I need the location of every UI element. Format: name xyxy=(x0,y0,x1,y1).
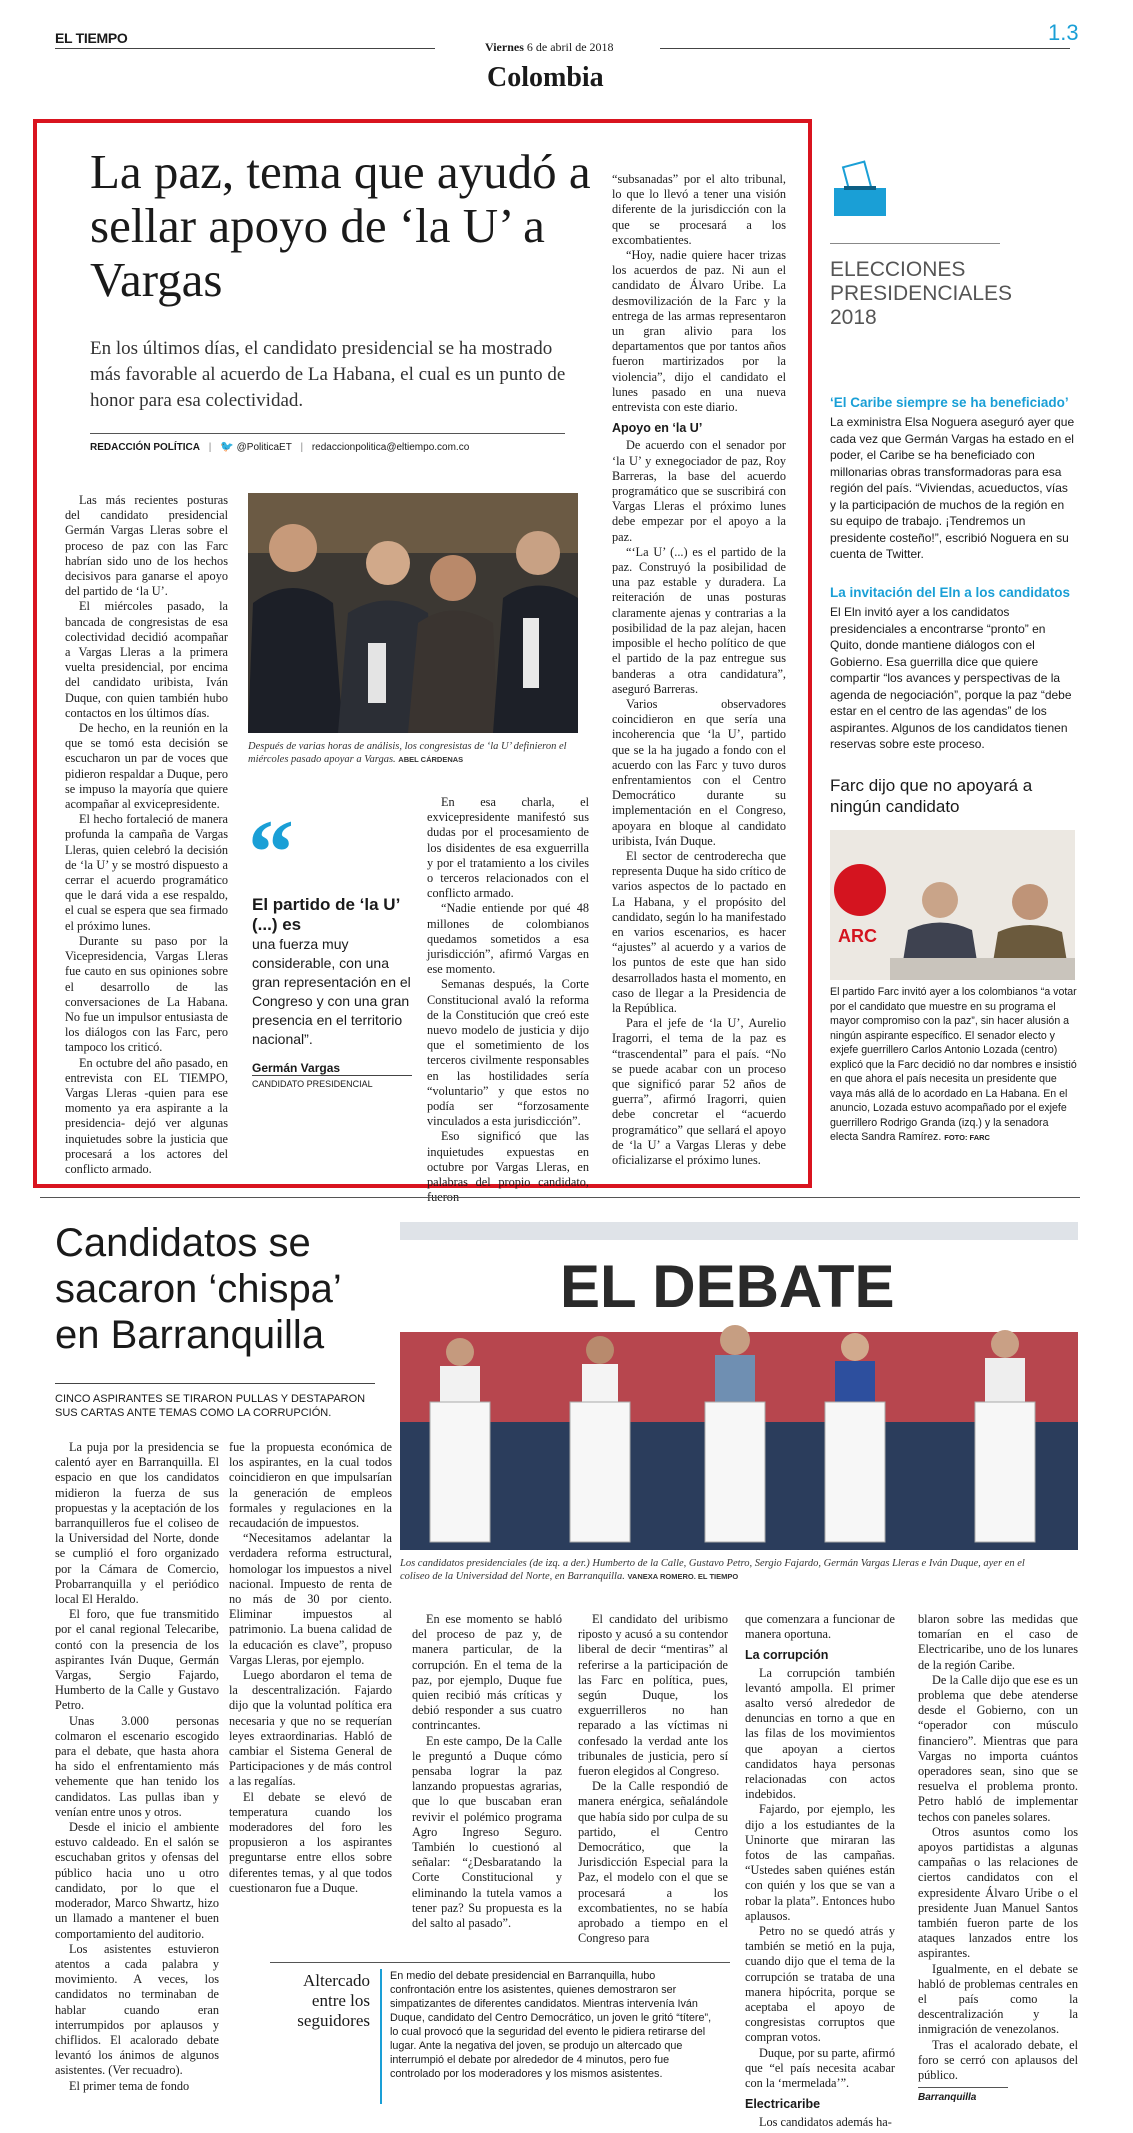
quote-mark-icon: “ xyxy=(248,801,294,903)
paper-name: EL TIEMPO xyxy=(55,30,128,46)
svg-text:ARC: ARC xyxy=(838,926,877,946)
sidebar-item-2 xyxy=(830,585,1075,753)
paragraph: “subsanadas” por el alto tribunal, lo que lo llevó a tener una visión diferente de la jurisdicción con la que se procesará a los excombatientes. xyxy=(612,172,786,247)
paragraph: Fajardo, por ejemplo, les dijo a los estudiantes de la Uninorte que miraran las fotos de las campañas. “Ustedes saben quiénes están con quién y los que se van a robar la plata”. Entonces hubo aplausos. xyxy=(745,1802,895,1923)
sidebar-item-2-head: La invitación del Eln a los candidatos xyxy=(830,585,1071,600)
paragraph: El primer tema de fondo xyxy=(69,2078,190,2093)
paragraph: fue la propuesta económica de los aspirantes, en la cual todos coincidieron en que impulsarían la generación de empleos formales y regulaciones en la recaudación de impuestos. xyxy=(229,1440,392,1531)
paragraph: El candidato del uribismo riposto y acusó a su contendor liberal de decir “mentiras” al referirse a la participación de las Farc en política, pues, según Duque, los exguerrilleros no han reparado a las víctimas ni confesado la verdad ante los tribunales de justicia, pero sí fueron elegidos al Congreso. xyxy=(578,1612,728,1779)
byline-label: REDACCIÓN POLÍTICA xyxy=(90,442,200,453)
second-column-4 xyxy=(578,1612,728,1946)
second-column-2 xyxy=(229,1440,392,1896)
paragraph: Semanas después, la Corte Constitucional avaló la reforma de la Constitución que creó este nuevo modelo de justicia y dijo que el sometimiento de los terceros civilmente responsables en las hostilidades sería “voluntario” y que estos no podía ser “forzosamente vinculados a esta jurisdicción”. xyxy=(427,977,589,1129)
sidebar-title-line3: 2018 xyxy=(830,306,877,329)
second-lead: CINCO ASPIRANTES SE TIRARON PULLAS Y DESTAPARON SUS CARTAS ANTE TEMAS COMO LA CORRUPCIÓN. xyxy=(55,1393,366,1419)
sidebar-title xyxy=(830,258,1012,330)
ballot-box-icon xyxy=(830,160,890,224)
paragraph: Los asistentes estuvieron atentos a cada palabra y movimiento. A veces, los candidatos no terminaban de hablar cuando eran interrumpidos por aplausos y chiflidos. El acalorado debate levantó los ánimos de algunos asistentes. (Ver recuadro). xyxy=(55,1941,219,2078)
debate-caption xyxy=(400,1557,1050,1583)
second-column-1 xyxy=(55,1440,219,2094)
twitter-handle[interactable]: @PoliticaET xyxy=(236,442,292,453)
paragraph: El foro, que fue transmitido por el canal regional Telecaribe, contó con la presencia de los aspirantes Iván Duque, Germán Vargas, Sergio Fajardo, Humberto de la Calle y Gustavo Petro. xyxy=(55,1607,219,1713)
subhead-electricaribe: Electricaribe xyxy=(745,2097,821,2112)
paragraph: Igualmente, en el debate se habló de problemas centrales en el país como la descentralización y la inmigración de venezolanos. xyxy=(918,1961,1078,2037)
paragraph: Otros asuntos como los apoyos partidistas a algunas campañas o las relaciones de ciertos candidatos con el expresidente Álvaro Uribe o el presidente Juan Manuel Santos también fueron parte de los ataques lanzados entre los aspirantes. xyxy=(918,1824,1078,1961)
paragraph: En octubre del año pasado, en entrevista con EL TIEMPO, Vargas Lleras -quien para ese momento ya era aspirante a la presidencia- dejó ver algunas inquietudes sobre la justicia que procesará a los actores del conflicto armado. xyxy=(65,1055,228,1176)
paragraph: El miércoles pasado, la bancada de congresistas de esa colectividad decidió acompañar a Vargas Lleras a la primera vuelta presidencial, por encima del candidato uribista, Iván Duque, con quien también hubo contactos en los últimos días. xyxy=(65,599,228,720)
altercado-body: En medio del debate presidencial en Barranquilla, hubo confrontación entre los asistentes, quienes demostraron ser simpatizantes de diferentes candidatos. Mientras intervenía Iván Duque, candidato del Centro Democrático, un joven le gritó “títere”, lo cual provocó que la seguridad del evento le pidiera retirarse del lugar. Ante la negativa del joven, se produjo un altercado que interrumpió el debate por alrededor de 4 minutos, pero fue controlado por los moderadores y los mismos asistentes. xyxy=(390,1970,712,2080)
sidebar-item-2-body: El Eln invitó ayer a los candidatos presidenciales a encontrarse “pronto” en Quito, donde mantiene diálogos con el Gobierno. Esa guerrilla dice que quiere compartir “los avances y perspectivas de la agenda de negociación”, porque la paz “debe estar en el centro de las agendas” de los aspirantes. Algunos de los candidatos tienen reservas sobre este proceso. xyxy=(830,605,1072,751)
paragraph: La corrupción también levantó ampolla. El primer asalto versó alrededor de denuncias en torno a que en las filas de los movimientos que apoyan a ciertos candidatos haya personas relacionadas con actos indebidos. xyxy=(745,1665,895,1802)
paragraph: El sector de centroderecha que representa Duque ha sido crítico de varios aspectos de lo pactado en La Habana, y el propósito del candidato, según lo ha manifestado en varios escenarios, es hacer “ajustes” al acuerdo y a varios de los puntos de este que han sido desarrollados hasta el momento, en caso de llegar a la Presidencia de la República. xyxy=(612,848,786,1015)
paragraph: De acuerdo con el senador por ‘la U’ y exnegociador de paz, Roy Barreras, la base del acuerdo programático que se suscribirá con Vargas Lleras el próximo lunes debe empezar por el apoyo a la paz. xyxy=(612,438,786,544)
paragraph: que comenzara a funcionar de manera oportuna. xyxy=(745,1612,895,1642)
date-rest: 6 de abril de 2018 xyxy=(526,40,614,54)
altercado-title: Altercado entre los seguidores xyxy=(297,1971,370,2030)
sidebar-title-line1: ELECCIONES xyxy=(830,258,966,281)
pull-quote xyxy=(252,895,412,1089)
masthead-rule-right xyxy=(660,48,1070,49)
email-link[interactable]: redaccionpolitica@eltiempo.com.co xyxy=(311,442,470,453)
main-column-4 xyxy=(612,172,786,1168)
main-lead: En los últimos días, el candidato presidencial se ha mostrado más favorable al acuerdo de La Habana, el cual es un punto de honor para esa colectividad. xyxy=(90,338,566,411)
main-headline: La paz, tema que ayudó a sellar apoyo de ‘la U’ a Vargas xyxy=(90,144,591,307)
subhead-apoyo: Apoyo en ‘la U’ xyxy=(612,421,703,436)
farc-photo-figures xyxy=(830,830,1075,980)
paragraph: El debate se elevó de temperatura cuando los moderadores del foro les propusieron a los aspirantes preguntarse entre ellos sobre diferentes temas, y al que todos cuestionaron fue a Duque. xyxy=(229,1789,392,1895)
paragraph: Unas 3.000 personas colmaron el escenario escogido para el debate, que hasta ahora ha sido el enfrentamiento más vehemente que han tenido los candidatos. Las pullas iban y venían entre unos y otros. xyxy=(55,1713,219,1819)
section-title: Colombia xyxy=(487,62,604,93)
caption-text: Después de varias horas de análisis, los congresistas de ‘la U’ definieron el miércoles pasado apoyar a Vargas. xyxy=(248,741,567,765)
quote-bold: El partido de ‘la U’ (...) es xyxy=(252,895,400,934)
debate-photo-scene xyxy=(400,1222,1078,1550)
paragraph: Duque, por su parte, afirmó que “el país necesita acabar con la ‘mermelada’”. xyxy=(745,2045,895,2091)
paragraph: “Nadie entiende por qué 48 millones de colombianos quedamos sometidos a esa jurisdicción”, afirmó Vargas en ese momento. xyxy=(427,901,589,977)
paragraph: En ese momento se habló del proceso de paz y, de manera particular, de la corrupción. En el tema de la paz, por ejemplo, Duque fue quien recibió más críticas y debió responder a sus cuatro contrincantes. xyxy=(412,1612,562,1733)
main-column-1 xyxy=(65,493,228,1177)
photo-credit: ABEL CÁRDENAS xyxy=(398,755,464,764)
masthead-rule-left xyxy=(55,48,435,49)
debate-photo xyxy=(400,1222,1078,1550)
paragraph: De hecho, en la reunión en la que se tomó esta decisión se escucharon un par de voces que pidieron respaldar a Duque, pero se impuso la mayoría que quiere acompañar al exvicepresidente. xyxy=(65,721,228,812)
paragraph: En esa charla, el exvicepresidente manifestó sus dudas por el procesamiento de los disidentes de esa exguerrilla y por el tratamiento a los civiles o terceros relacionados con el conflicto armado. xyxy=(427,795,589,901)
paragraph: “Hoy, nadie quiere hacer trizas los acuerdos de paz. Ni aun el candidato de Álvaro Uribe. La desmovilización de la Farc y la entrega de las armas representaron un gran alivio para los departamentos que por tantos años fueron martirizados por la violencia”, dijo el candidato el lunes pasado en una nueva entrevista con este diario. xyxy=(612,248,786,415)
sidebar-item-3-body xyxy=(830,985,1078,1146)
paragraph: “‘La U’ (...) es el partido de la paz. Construyó la posibilidad de una paz estable y duradera. La reiteración de unas posturas claramente ajenas y contrarias a la posibilidad de la paz alejan, hacen imposible el hecho político de que el partido de la paz entregue sus banderas a otra candidatura”, aseguró Barreras. xyxy=(612,544,786,696)
sidebar-rule-top xyxy=(830,243,1000,244)
sidebar-title-line2: PRESIDENCIALES xyxy=(830,282,1013,305)
byline-rule xyxy=(90,433,565,434)
paragraph: Desde el inicio el ambiente estuvo caldeado. En el salón se escuchaban gritos y ofensas del público hacia uno u otro candidato, por lo que el moderador, Marco Shwartz, hizo un llamado a mantener el buen comportamiento del auditorio. xyxy=(55,1820,219,1941)
paragraph: Varios observadores coincidieron en que sería una incoherencia que ‘la U’, partido que se la ha jugado a fondo con el acuerdo con las Farc y tuvo duros enfrentamientos con el Centro Democrático durante su implementación en el Congreso, apoyara en bloque al candidato uribista, Iván Duque. xyxy=(612,696,786,848)
paragraph: Para el jefe de ‘la U’, Aurelio Iragorri, el tema de la paz es “trascendental” para el país. “No se puede acabar con un proceso que significó parar 52 años de guerra”, afirmó Iragorri, quien debe concretar el “acuerdo programático” que sellará el apoyo de ‘la U’ a Vargas Lleras y debe oficializarse el próximo lunes. xyxy=(612,1016,786,1167)
sidebar-item-3-head: Farc dijo que no apoyará a ningún candidato xyxy=(830,776,1033,816)
second-column-6 xyxy=(918,1612,1078,2106)
congress-photo-figures xyxy=(248,493,578,733)
paragraph: De la Calle dijo que ese es un problema que debe atenderse desde el Gobierno, con un “operador con músculo financiero”. Mientras que para Vargas no importa cuántos operadores sean, sino que se resuelva el problema pronto. Petro habló de implementar techos con paneles solares. xyxy=(918,1672,1078,1824)
quote-text: una fuerza muy considerable, con una gran representación en el Congreso y con una gran presencia en el territorio nacional”. xyxy=(252,936,411,1047)
second-column-3 xyxy=(412,1612,562,1931)
paragraph: La puja por la presidencia se calentó ayer en Barranquilla. El espacio en que los candidatos midieron la fuerza de sus propuestas y la aceptación de los barranquilleros fue el coliseo de la Universidad del Norte, donde se cumplió el foro organizado por la Cámara de Comercio, Probarranquilla y el periódico local El Heraldo. xyxy=(55,1440,219,1607)
main-column-3 xyxy=(427,795,589,1205)
debate-photo-credit: VANEXA ROMERO. EL TIEMPO xyxy=(627,1572,739,1581)
paragraph: Los candidatos además ha- xyxy=(759,2114,892,2129)
sidebar-item-1-body: La exministra Elsa Noguera aseguró ayer que cada vez que Germán Vargas ha estado en el poder, el Caribe se ha beneficiado con millonarias obras transformadoras para esa región del país. “Viviendas, acueductos, vías y la participación de muchos de la región en su equipo de trabajo. ¡Tendremos un presidente costeño!”, escribió Noguera en su cuenta de Twitter. xyxy=(830,415,1075,561)
paragraph: En este campo, De la Calle le preguntó a Duque cómo pensaba lograr la paz lanzando propuestas agrarias, que lo que buscaban eran revivir el polémico programa Agro Ingreso Seguro. También lo cuestionó al señalar: “¿Desbaratando la Corte Constitucional y eliminando la tutela vamos a tener paz? Su propuesta es la del salto al pasado”. xyxy=(412,1733,562,1931)
sidebar-item-1 xyxy=(830,395,1075,563)
subhead-corrupcion: La corrupción xyxy=(745,1648,829,1663)
photo-caption xyxy=(248,740,578,766)
paragraph: El hecho fortaleció de manera profunda la campaña de Vargas Lleras, quien celebró la decisión de ‘la U’ y se mostró dispuesto a cerrar el acuerdo programático que le dará vida a ese respaldo, el cual se espera que sea firmado el próximo lunes. xyxy=(65,812,228,933)
paragraph: Tras el acalorado debate, el foro se cerró con aplausos del público. xyxy=(918,2037,1078,2083)
paragraph: “Necesitamos adelantar la verdadera reforma estructural, homologar los impuestos a nivel nacional. Impuesto de renta de no más de 30 por ciento. Eliminar impuestos al patrimonio. La buena calidad de la educación es clave”, propuso Vargas Lleras, por ejemplo. xyxy=(229,1531,392,1667)
farc-photo xyxy=(830,830,1075,980)
date-day: Viernes xyxy=(485,40,524,54)
debate-caption-text: Los candidatos presidenciales (de izq. a der.) Humberto de la Calle, Gustavo Petro, Sergio Fajardo, Germán Vargas Lleras e Iván Duque, ayer en el coliseo de la Universidad del Norte, en Barranquilla. xyxy=(400,1558,1025,1582)
city-signature: Barranquilla xyxy=(918,2087,1008,2105)
sidebar-item-3-credit: FOTO: FARC xyxy=(944,1133,990,1142)
sidebar-item-3-text: El partido Farc invitó ayer a los colombianos “a votar por el candidato que muestre en su programa el mayor compromiso con la paz”, sin hacer alusión a ningún aspirante específico. El senador electo y exjefe guerrillero Carlos Antonio Lozada (centro) explicó que la Farc decidió no dar nombres e insistió en que ahora el país necesita un presidente que vaya más allá de lo acordado en La Habana. En el anuncio, Lozada estuvo acompañado por el exjefe guerrillero Rodrigo Granda (izq.) y la senadora electa Sandra Ramírez. xyxy=(830,986,1077,1143)
debate-banner-text: EL DEBATE xyxy=(560,1253,895,1320)
paragraph: De la Calle respondió de manera enérgica, señalándole que había sido por culpa de su partido, el Centro Democrático, que la Jurisdicción Especial para la Paz, el modelo con el que se procesará a los excombatientes, no se había aprobado a tiempo en el Congreso para xyxy=(578,1779,728,1946)
issue-date xyxy=(485,40,614,55)
second-lead-rule xyxy=(55,1383,375,1384)
paragraph: blaron sobre las medidas que tomarían en el caso de Electricaribe, uno de los lunares de la región Caribe. xyxy=(918,1612,1078,1672)
twitter-icon: 🐦 xyxy=(220,441,234,453)
second-column-5 xyxy=(745,1612,895,2130)
paragraph: Durante su paso por la Vicepresidencia, Vargas Lleras fue cauto en sus opiniones sobre el desarrollo de las conversaciones de La Habana. No fue un impulsor entusiasta de los diálogos con las Farc, pero tampoco los criticó. xyxy=(65,933,228,1055)
altercado-box xyxy=(270,1962,730,2080)
sidebar-item-1-head: ‘El Caribe siempre se ha beneficiado’ xyxy=(830,395,1069,410)
quote-author: Germán Vargas xyxy=(252,1061,341,1075)
page-number: 1.3 xyxy=(1048,20,1079,45)
second-headline: Candidatos se sacaron ‘chispa’ en Barranquilla xyxy=(55,1221,341,1357)
paragraph: Las más recientes posturas del candidato presidencial Germán Vargas Lleras sobre el proceso de paz con las Farc habrían sido uno de los hechos decisivos para ganarse el apoyo del partido de ‘la U’. xyxy=(65,493,228,599)
paragraph: Eso significó que las inquietudes expuestas en octubre por Vargas Lleras, en palabras del propio candidato, fueron xyxy=(427,1129,589,1205)
quote-role: CANDIDATO PRESIDENCIAL xyxy=(252,1075,412,1089)
paragraph: Petro no se quedó atrás y también se metió en la puja, cuando dijo que el tema de la corrupción se trataba de una manera hipócrita, porque se aceptaba el apoyo de congresistas corruptos que compran votos. xyxy=(745,1924,895,2045)
section-divider xyxy=(40,1197,1080,1198)
paragraph: Luego abordaron el tema de la descentralización. Fajardo dijo que la voluntad política era necesaria y que no se requerían leyes extraordinarias. Habló de cambiar el Sistema General de Participaciones y de más control a las regalías. xyxy=(229,1668,392,1789)
congress-photo xyxy=(248,493,578,733)
byline: REDACCIÓN POLÍTICA | 🐦 @PoliticaET | redaccionpolitica@eltiempo.com.co xyxy=(90,441,470,453)
